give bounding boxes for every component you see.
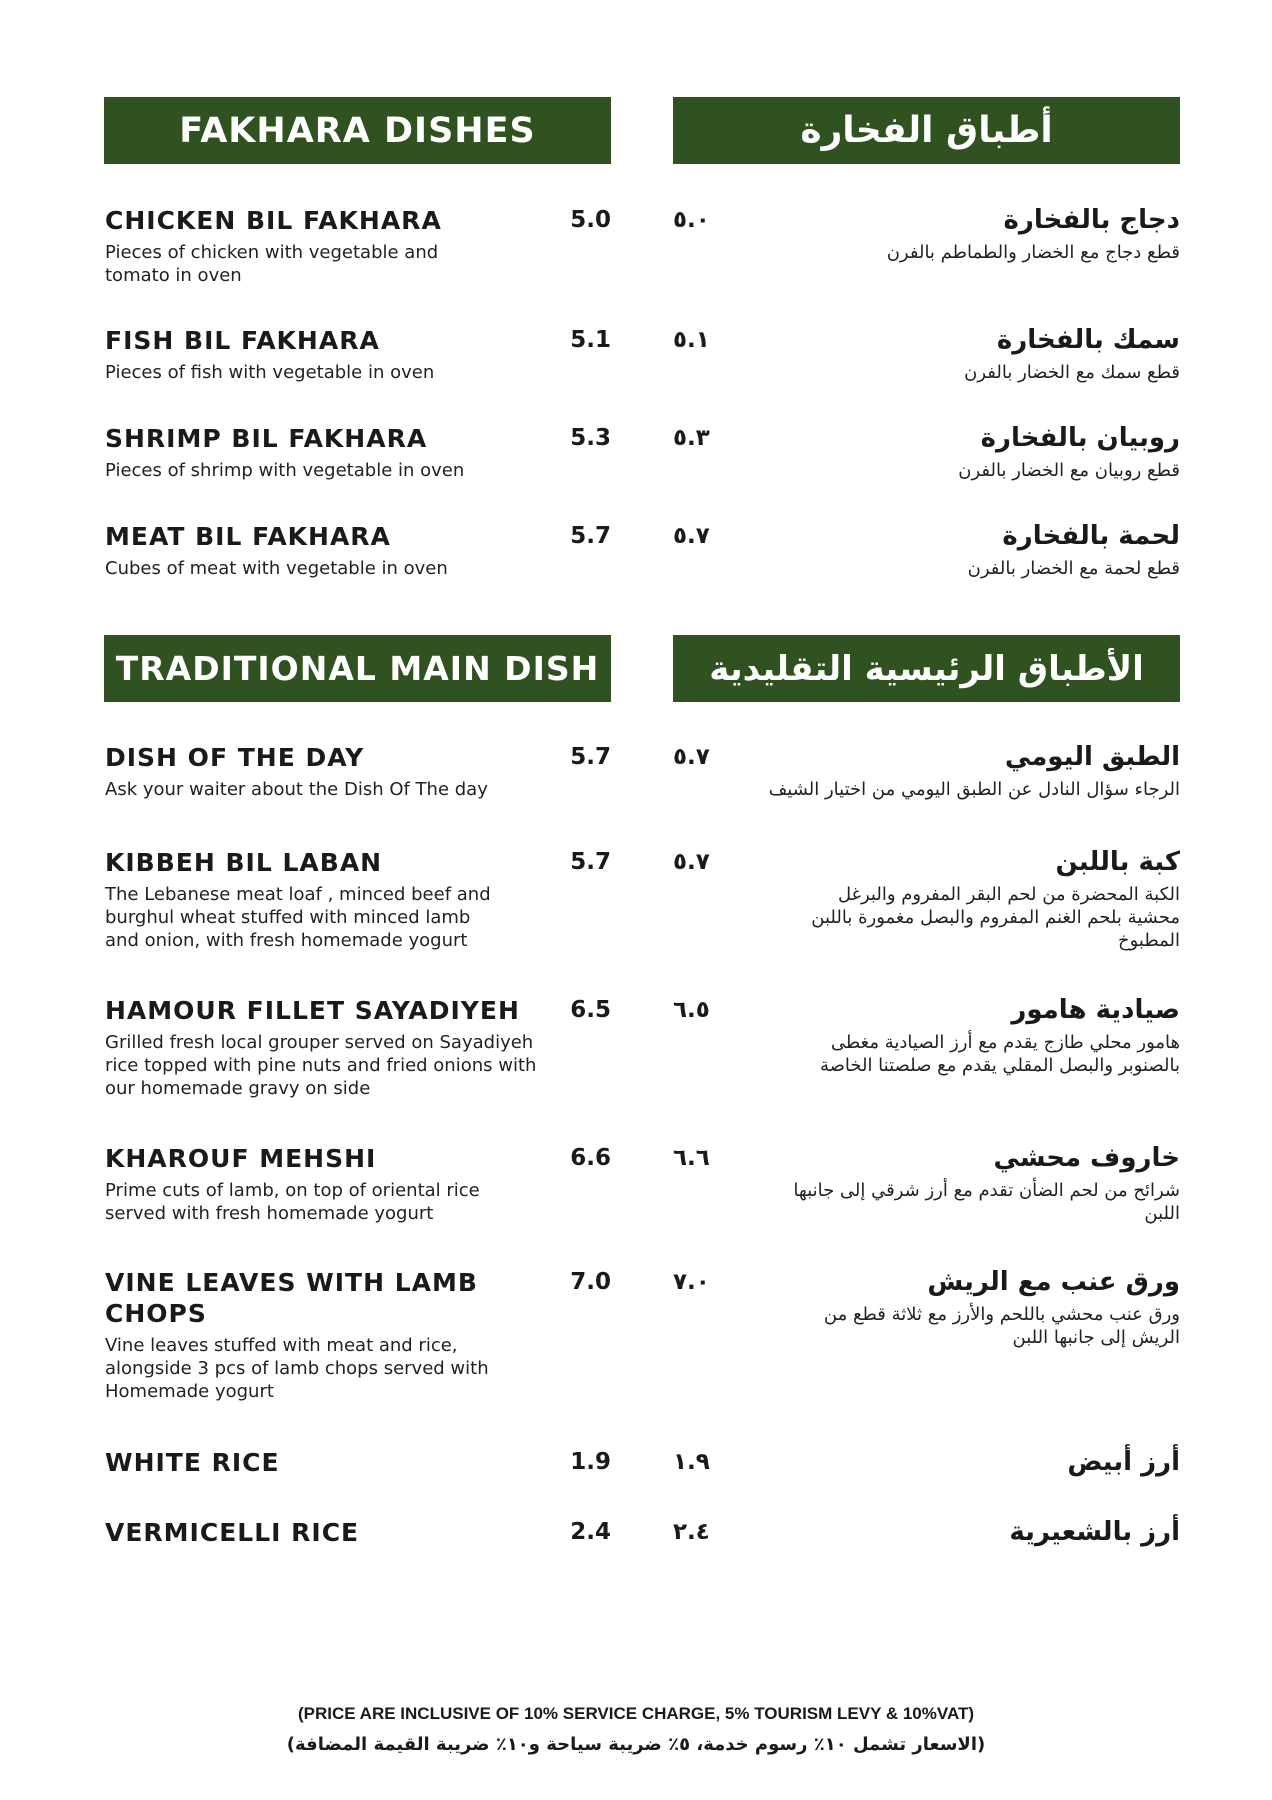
menu-item-chicken-bil-fakhara-ar (673, 205, 1180, 264)
menu-item-white-rice-en (105, 1447, 611, 1478)
menu-item-vermicelli-rice-en (105, 1517, 611, 1548)
item-description: Vine leaves stuffed with meat and rice, alongside 3 pcs of lamb chops served with Homemade yogurt (105, 1335, 489, 1402)
item-price: ٥.١ (673, 327, 710, 353)
item-description: قطع سمك مع الخضار بالفرن (964, 362, 1180, 383)
item-description: Grilled fresh local grouper served on Sayadiyeh rice topped with pine nuts and fried onions with our homemade gravy on side (105, 1032, 537, 1099)
item-name: الطبق اليومي (1004, 742, 1180, 772)
menu-item-white-rice-ar (673, 1447, 1180, 1478)
menu-item-vermicelli-rice-ar (673, 1517, 1180, 1548)
menu-item-dish-of-the-day-ar (673, 742, 1180, 801)
item-price: 6.5 (570, 997, 611, 1023)
menu-item-kibbeh-bil-laban-en (105, 847, 611, 952)
item-description: Pieces of shrimp with vegetable in oven (105, 460, 465, 481)
menu-item-chicken-bil-fakhara-en (105, 205, 611, 287)
item-price: 5.3 (570, 425, 611, 451)
item-description: هامور محلي طازج يقدم مع أرز الصيادية مغطى بالصنوبر والبصل المقلي يقدم مع صلصتنا الخاصة (819, 1032, 1180, 1076)
item-price: ٧.٠ (673, 1269, 710, 1295)
item-name: VINE LEAVES WITH LAMB CHOPS (105, 1268, 478, 1328)
fakhara-header-ar: أطباق الفخارة (673, 97, 1180, 164)
item-name: DISH OF THE DAY (105, 743, 365, 772)
item-description: قطع روبيان مع الخضار بالفرن (958, 460, 1180, 481)
item-description: الرجاء سؤال النادل عن الطبق اليومي من اختيار الشيف (768, 779, 1180, 800)
menu-item-fish-bil-fakhara-en (105, 325, 611, 384)
item-description: Ask your waiter about the Dish Of The day (105, 779, 488, 800)
menu-item-kharouf-mehshi-en (105, 1143, 611, 1225)
item-name: خاروف محشي (993, 1143, 1180, 1173)
item-description: قطع لحمة مع الخضار بالفرن (967, 558, 1180, 579)
item-name: روبيان بالفخارة (980, 423, 1180, 453)
menu-item-vine-leaves-with-lamb-chops-ar (673, 1267, 1180, 1349)
item-price: 5.7 (570, 849, 611, 875)
item-price: 5.0 (570, 207, 611, 233)
menu-item-meat-bil-fakhara-en (105, 521, 611, 580)
item-name: FISH BIL FAKHARA (105, 326, 380, 355)
item-price: ٥.٠ (673, 207, 710, 233)
item-name: كبة باللبن (1055, 847, 1180, 877)
fakhara-header-en: FAKHARA DISHES (104, 97, 611, 164)
item-name: VERMICELLI RICE (105, 1518, 360, 1547)
item-price: 1.9 (570, 1449, 611, 1475)
item-description: Prime cuts of lamb, on top of oriental rice served with fresh homemade yogurt (105, 1180, 480, 1224)
item-price: ١.٩ (673, 1449, 710, 1475)
item-name: أرز بالشعيرية (1009, 1517, 1180, 1547)
item-name: KHAROUF MEHSHI (105, 1144, 377, 1173)
item-name: أرز أبيض (1067, 1447, 1180, 1477)
item-price: 7.0 (570, 1269, 611, 1295)
price-disclaimer-en: (PRICE ARE INCLUSIVE OF 10% SERVICE CHARGE, 5% TOURISM LEVY & 10%VAT) (297, 1704, 975, 1723)
item-price: 5.7 (570, 744, 611, 770)
menu-item-meat-bil-fakhara-ar (673, 521, 1180, 580)
menu-item-fish-bil-fakhara-ar (673, 325, 1180, 384)
item-description: Cubes of meat with vegetable in oven (105, 558, 448, 579)
menu-item-shrimp-bil-fakhara-en (105, 423, 611, 482)
item-price: 2.4 (570, 1519, 611, 1545)
item-description: Pieces of fish with vegetable in oven (105, 362, 435, 383)
traditional-header-en: TRADITIONAL MAIN DISH (104, 635, 611, 702)
item-price: 5.7 (570, 523, 611, 549)
menu-item-hamour-fillet-sayadiyeh-en (105, 995, 611, 1100)
traditional-header-ar: الأطباق الرئيسية التقليدية (673, 635, 1180, 702)
item-price: ٥.٧ (673, 523, 710, 549)
menu-item-kharouf-mehshi-ar (673, 1143, 1180, 1225)
item-price: ٥.٧ (673, 849, 710, 875)
item-price: 5.1 (570, 327, 611, 353)
item-price: 6.6 (570, 1145, 611, 1171)
item-name: صيادية هامور (1011, 995, 1180, 1025)
item-description: The Lebanese meat loaf , minced beef and burghul wheat stuffed with minced lamb and onion, with fresh homemade yogurt (105, 884, 491, 951)
item-name: HAMOUR FILLET SAYADIYEH (105, 996, 520, 1025)
item-description: قطع دجاج مع الخضار والطماطم بالفرن (886, 242, 1180, 263)
item-price: ٥.٧ (673, 744, 710, 770)
menu-item-hamour-fillet-sayadiyeh-ar (673, 995, 1180, 1077)
price-disclaimer-ar: (الاسعار تشمل ١٠٪ رسوم خدمة، ٥٪ ضريبة سياحة و١٠٪ ضريبة القيمة المضافة) (286, 1734, 986, 1755)
item-name: سمك بالفخارة (996, 325, 1180, 355)
item-name: MEAT BIL FAKHARA (105, 522, 391, 551)
item-price: ٦.٦ (673, 1145, 710, 1171)
item-name: CHICKEN BIL FAKHARA (105, 206, 442, 235)
menu-item-vine-leaves-with-lamb-chops-en (105, 1267, 611, 1403)
item-price: ٥.٣ (673, 425, 710, 451)
menu-item-kibbeh-bil-laban-ar (673, 847, 1180, 952)
item-price: ٦.٥ (673, 997, 710, 1023)
item-description: شرائح من لحم الضأن تقدم مع أرز شرقي إلى جانبها اللبن (793, 1180, 1180, 1224)
item-name: WHITE RICE (105, 1448, 280, 1477)
item-name: SHRIMP BIL FAKHARA (105, 424, 428, 453)
item-name: KIBBEH BIL LABAN (105, 848, 383, 877)
menu-item-shrimp-bil-fakhara-ar (673, 423, 1180, 482)
item-description: ورق عنب محشي باللحم والأرز مع ثلاثة قطع من الريش إلى جانبها اللبن (823, 1304, 1180, 1348)
item-name: لحمة بالفخارة (1002, 521, 1180, 551)
item-description: Pieces of chicken with vegetable and tomato in oven (105, 242, 439, 286)
item-name: دجاج بالفخارة (1003, 205, 1180, 235)
item-description: الكبة المحضرة من لحم البقر المفروم والبرغل محشية بلحم الغنم المفروم والبصل مغمورة باللبن المطبوخ (811, 884, 1180, 951)
menu-item-dish-of-the-day-en (105, 742, 611, 801)
item-price: ٢.٤ (673, 1519, 710, 1545)
item-name: ورق عنب مع الريش (927, 1267, 1180, 1297)
